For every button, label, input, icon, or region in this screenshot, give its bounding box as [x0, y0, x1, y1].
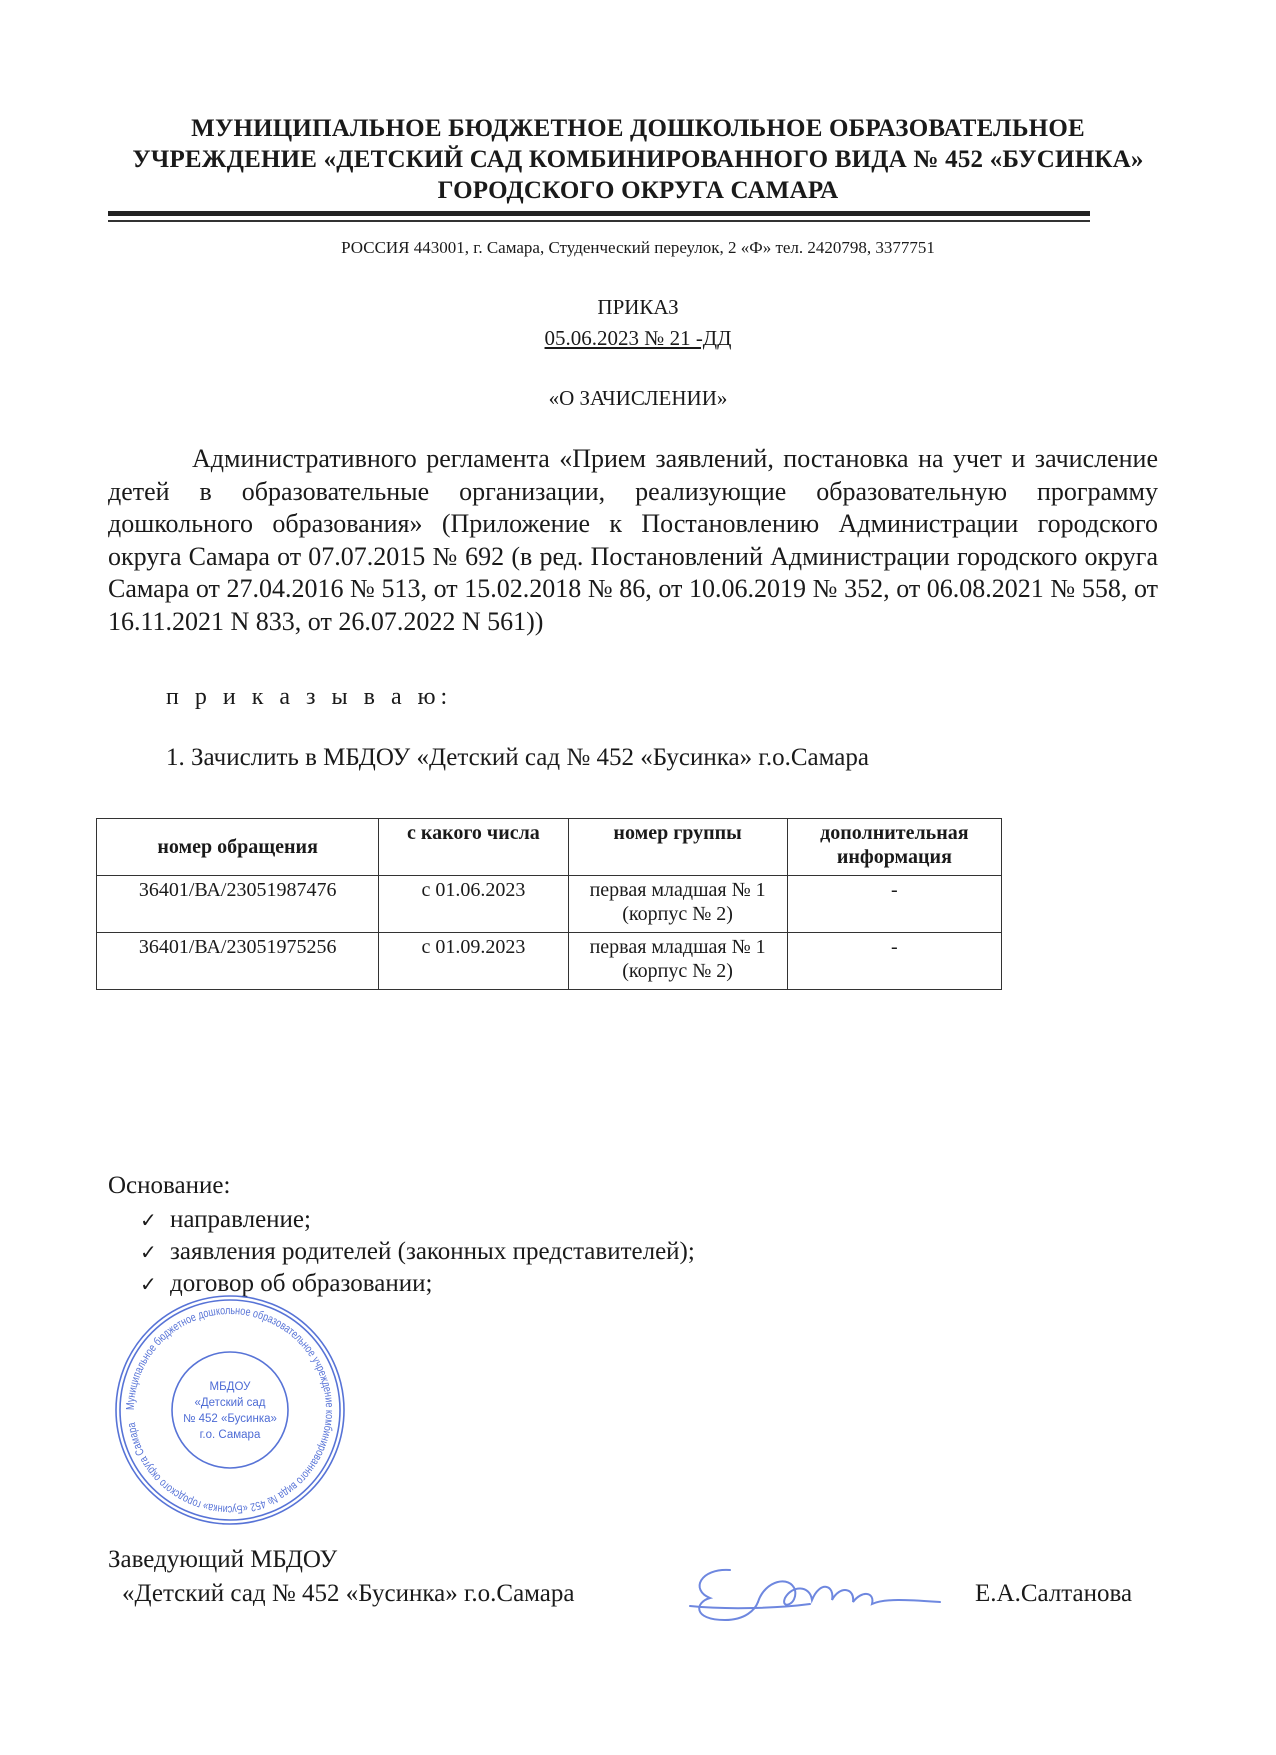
header-cell-start-date: с какого числа	[379, 819, 568, 876]
stamp-center-line: «Детский сад	[194, 1397, 266, 1409]
header-cell-additional-info: дополнительная информация	[787, 819, 1001, 876]
table-row	[97, 876, 1002, 933]
org-line-1: МУНИЦИПАЛЬНОЕ БЮДЖЕТНОЕ ДОШКОЛЬНОЕ ОБРАЗОВАТЕЛЬНОЕ	[191, 115, 1085, 142]
basis-item-text: договор об образовании;	[170, 1270, 433, 1297]
list-item	[140, 1204, 695, 1236]
official-stamp	[110, 1290, 350, 1530]
org-line-3: ГОРОДСКОГО ОКРУГА САМАРА	[437, 177, 839, 204]
cell-additional-info: -	[787, 933, 1001, 990]
basis-title: Основание:	[108, 1172, 231, 1199]
enrollment-table	[96, 818, 1002, 990]
stamp-center-line: г.о. Самара	[199, 1429, 261, 1441]
header-divider-thin	[108, 220, 1090, 222]
cell-additional-info: -	[787, 876, 1001, 933]
signatory-position-line-2: «Детский сад № 452 «Бусинка» г.о.Самара	[122, 1580, 575, 1607]
stamp-center-line: № 452 «Бусинка»	[183, 1413, 277, 1425]
order-subject: «О ЗАЧИСЛЕНИИ»	[548, 386, 728, 410]
order-number	[0, 326, 1276, 351]
order-item-1: 1. Зачислить в МБДОУ «Детский сад № 452 «Бусинка» г.о.Самара	[166, 744, 869, 771]
order-title: ПРИКАЗ	[597, 295, 679, 319]
table-row	[97, 933, 1002, 990]
header-cell-application-number: номер обращения	[97, 819, 379, 876]
check-icon: ✓	[140, 1240, 157, 1264]
cell-group-number: первая младшая № 1 (корпус № 2)	[568, 933, 787, 990]
order-preamble	[108, 443, 1158, 638]
signatory-position-line-1: Заведующий МБДОУ	[108, 1546, 338, 1573]
organization-name	[0, 113, 1276, 206]
basis-list	[140, 1204, 695, 1300]
cell-application-number: 36401/ВА/23051975256	[97, 933, 379, 990]
org-line-2: УЧРЕЖДЕНИЕ «ДЕТСКИЙ САД КОМБИНИРОВАННОГО ВИДА № 452 «БУСИНКА»	[132, 146, 1144, 173]
cell-group-number: первая младшая № 1 (корпус № 2)	[568, 876, 787, 933]
check-icon: ✓	[140, 1272, 157, 1296]
order-directive: п р и к а з ы в а ю:	[166, 684, 453, 710]
cell-application-number: 36401/ВА/23051987476	[97, 876, 379, 933]
check-icon: ✓	[140, 1208, 157, 1232]
signatory-name: Е.А.Салтанова	[975, 1580, 1133, 1607]
cell-start-date: с 01.06.2023	[379, 876, 568, 933]
cell-start-date: с 01.09.2023	[379, 933, 568, 990]
table-header-row	[97, 819, 1002, 876]
stamp-center-line: МБДОУ	[209, 1381, 251, 1393]
handwritten-signature	[670, 1540, 960, 1630]
address-line: РОССИЯ 443001, г. Самара, Студенческий переулок, 2 «Ф» тел. 2420798, 3377751	[341, 238, 935, 257]
basis-item-text: заявления родителей (законных представителей);	[170, 1238, 695, 1265]
header-divider-thick	[108, 211, 1090, 216]
basis-item-text: направление;	[170, 1206, 311, 1233]
header-cell-group-number: номер группы	[568, 819, 787, 876]
order-number-text: 05.06.2023 № 21 -ДД	[544, 326, 732, 350]
stamp-ring-text: Муниципальное бюджетное дошкольное образовательное учреждение комбинированного вида № 452 «Бусинка» городского округа Самара	[124, 1304, 336, 1516]
preamble-text: Административного регламента «Прием заявлений, постановка на учет и зачисление детей в образовательные организации, реализующие образовательную программу дошкольного образования» (Приложение к Постановлению Администрации городского округа Самара от 07.07.2015 № 692 (в ред. Постановлений Администрации городского округа Самара от 27.04.2016 № 513, от 15.02.2018 № 86, от 10.06.2019 № 352, от 06.08.2021 № 558, от 16.11.2021 N 833, от 26.07.2022 N 561))	[108, 444, 1158, 636]
list-item	[140, 1236, 695, 1268]
